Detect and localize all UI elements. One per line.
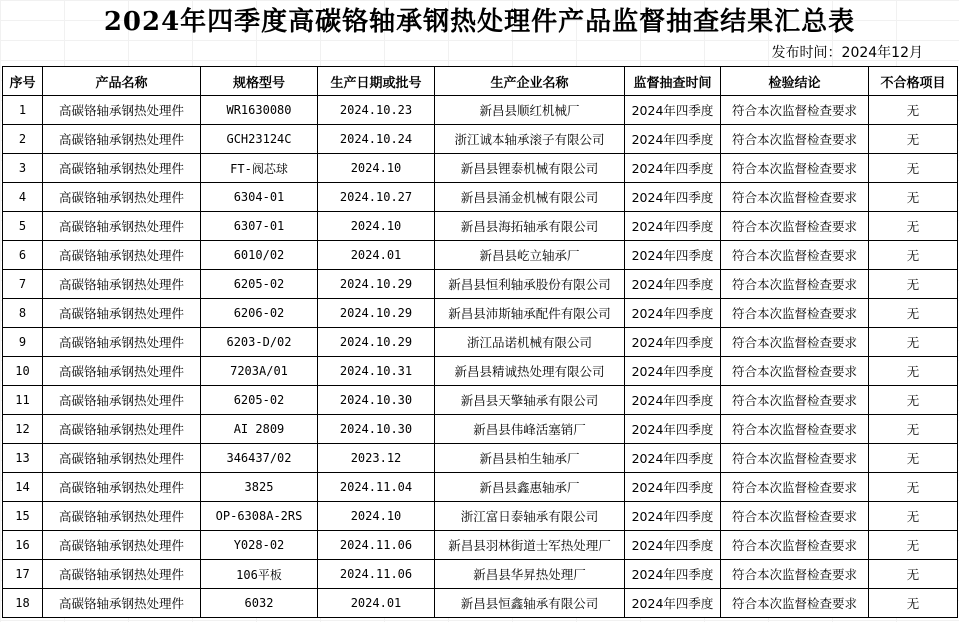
cell-product-name[interactable]: 高碳铬轴承钢热处理件 [43, 357, 201, 386]
table-row [3, 183, 958, 212]
header-product-name[interactable]: 产品名称 [43, 67, 201, 96]
cell-batch[interactable]: 2024.10.30 [318, 386, 435, 415]
cell-nonconforming[interactable]: 无 [869, 125, 958, 154]
cell-conclusion[interactable]: 符合本次监督检查要求 [721, 212, 869, 241]
cell-nonconforming[interactable]: 无 [869, 212, 958, 241]
cell-conclusion[interactable]: 符合本次监督检查要求 [721, 560, 869, 589]
cell-batch[interactable]: 2024.11.06 [318, 560, 435, 589]
cell-company[interactable]: 新昌县羽林街道士军热处理厂 [435, 531, 625, 560]
cell-inspection-time[interactable]: 2024年四季度 [625, 154, 721, 183]
cell-conclusion[interactable]: 符合本次监督检查要求 [721, 270, 869, 299]
cell-conclusion[interactable]: 符合本次监督检查要求 [721, 299, 869, 328]
cell-company[interactable]: 新昌县华昇热处理厂 [435, 560, 625, 589]
results-table [2, 66, 958, 618]
cell-model[interactable]: 6032 [201, 589, 318, 618]
cell-nonconforming[interactable]: 无 [869, 299, 958, 328]
cell-nonconforming[interactable]: 无 [869, 270, 958, 299]
table-row [3, 299, 958, 328]
cell-index[interactable]: 15 [3, 502, 43, 531]
cell-company[interactable]: 新昌县柏生轴承厂 [435, 444, 625, 473]
cell-model[interactable]: FT-阀芯球 [201, 154, 318, 183]
cell-index[interactable]: 2 [3, 125, 43, 154]
cell-nonconforming[interactable]: 无 [869, 502, 958, 531]
cell-product-name[interactable]: 高碳铬轴承钢热处理件 [43, 96, 201, 125]
cell-conclusion[interactable]: 符合本次监督检查要求 [721, 96, 869, 125]
cell-index[interactable]: 6 [3, 241, 43, 270]
page-title: 2024年四季度高碳铬轴承钢热处理件产品监督抽查结果汇总表 [103, 7, 856, 37]
cell-conclusion[interactable]: 符合本次监督检查要求 [721, 125, 869, 154]
header-nonconforming[interactable]: 不合格项目 [869, 67, 958, 96]
cell-company[interactable]: 新昌县屹立轴承厂 [435, 241, 625, 270]
cell-nonconforming[interactable]: 无 [869, 241, 958, 270]
cell-conclusion[interactable]: 符合本次监督检查要求 [721, 531, 869, 560]
cell-inspection-time[interactable]: 2024年四季度 [625, 415, 721, 444]
cell-nonconforming[interactable]: 无 [869, 96, 958, 125]
cell-nonconforming[interactable]: 无 [869, 386, 958, 415]
cell-model[interactable]: WR1630080 [201, 96, 318, 125]
cell-batch[interactable]: 2024.10.30 [318, 415, 435, 444]
cell-batch[interactable]: 2024.10 [318, 154, 435, 183]
cell-product-name[interactable]: 高碳铬轴承钢热处理件 [43, 328, 201, 357]
cell-inspection-time[interactable]: 2024年四季度 [625, 502, 721, 531]
table-header-row [3, 67, 958, 96]
cell-company[interactable]: 新昌县恒利轴承股份有限公司 [435, 270, 625, 299]
table-row [3, 531, 958, 560]
table-row [3, 212, 958, 241]
cell-inspection-time[interactable]: 2024年四季度 [625, 473, 721, 502]
cell-model[interactable]: 3825 [201, 473, 318, 502]
table-row [3, 357, 958, 386]
cell-inspection-time[interactable]: 2024年四季度 [625, 589, 721, 618]
header-model[interactable]: 规格型号 [201, 67, 318, 96]
cell-index[interactable]: 7 [3, 270, 43, 299]
cell-product-name[interactable]: 高碳铬轴承钢热处理件 [43, 270, 201, 299]
cell-batch[interactable]: 2024.10.29 [318, 328, 435, 357]
cell-index[interactable]: 18 [3, 589, 43, 618]
cell-company[interactable]: 新昌县锂泰机械有限公司 [435, 154, 625, 183]
cell-model[interactable]: 6307-01 [201, 212, 318, 241]
cell-batch[interactable]: 2024.11.06 [318, 531, 435, 560]
cell-product-name[interactable]: 高碳铬轴承钢热处理件 [43, 154, 201, 183]
cell-index[interactable]: 4 [3, 183, 43, 212]
table-row [3, 328, 958, 357]
cell-inspection-time[interactable]: 2024年四季度 [625, 183, 721, 212]
cell-nonconforming[interactable]: 无 [869, 444, 958, 473]
cell-inspection-time[interactable]: 2024年四季度 [625, 125, 721, 154]
cell-inspection-time[interactable]: 2024年四季度 [625, 299, 721, 328]
cell-index[interactable]: 14 [3, 473, 43, 502]
cell-product-name[interactable]: 高碳铬轴承钢热处理件 [43, 183, 201, 212]
cell-inspection-time[interactable]: 2024年四季度 [625, 444, 721, 473]
cell-batch[interactable]: 2024.01 [318, 589, 435, 618]
cell-inspection-time[interactable]: 2024年四季度 [625, 328, 721, 357]
table-row [3, 560, 958, 589]
publish-date: 发布时间：2024年12月 [771, 45, 923, 61]
table-row [3, 444, 958, 473]
cell-batch[interactable]: 2024.10.31 [318, 357, 435, 386]
cell-company[interactable]: 新昌县伟峰活塞销厂 [435, 415, 625, 444]
cell-inspection-time[interactable]: 2024年四季度 [625, 531, 721, 560]
cell-index[interactable]: 11 [3, 386, 43, 415]
cell-inspection-time[interactable]: 2024年四季度 [625, 357, 721, 386]
cell-inspection-time[interactable]: 2024年四季度 [625, 560, 721, 589]
cell-index[interactable]: 9 [3, 328, 43, 357]
cell-batch[interactable]: 2024.11.04 [318, 473, 435, 502]
cell-inspection-time[interactable]: 2024年四季度 [625, 212, 721, 241]
cell-inspection-time[interactable]: 2024年四季度 [625, 386, 721, 415]
cell-company[interactable]: 浙江富日泰轴承有限公司 [435, 502, 625, 531]
cell-batch[interactable]: 2024.10.24 [318, 125, 435, 154]
cell-conclusion[interactable]: 符合本次监督检查要求 [721, 328, 869, 357]
cell-model[interactable]: AI 2809 [201, 415, 318, 444]
cell-model[interactable]: 6010/02 [201, 241, 318, 270]
cell-company[interactable]: 新昌县沛斯轴承配件有限公司 [435, 299, 625, 328]
cell-product-name[interactable]: 高碳铬轴承钢热处理件 [43, 125, 201, 154]
cell-model[interactable]: 6304-01 [201, 183, 318, 212]
cell-conclusion[interactable]: 符合本次监督检查要求 [721, 502, 869, 531]
cell-product-name[interactable]: 高碳铬轴承钢热处理件 [43, 299, 201, 328]
cell-index[interactable]: 1 [3, 96, 43, 125]
header-inspection-time[interactable]: 监督抽查时间 [625, 67, 721, 96]
cell-model[interactable]: OP-6308A-2RS [201, 502, 318, 531]
cell-company[interactable]: 新昌县鑫惠轴承厂 [435, 473, 625, 502]
cell-batch[interactable]: 2024.10.29 [318, 299, 435, 328]
cell-nonconforming[interactable]: 无 [869, 473, 958, 502]
cell-model[interactable]: 106平板 [201, 560, 318, 589]
cell-product-name[interactable]: 高碳铬轴承钢热处理件 [43, 415, 201, 444]
cell-company[interactable]: 新昌县天擎轴承有限公司 [435, 386, 625, 415]
header-batch[interactable]: 生产日期或批号 [318, 67, 435, 96]
cell-product-name[interactable]: 高碳铬轴承钢热处理件 [43, 386, 201, 415]
cell-product-name[interactable]: 高碳铬轴承钢热处理件 [43, 241, 201, 270]
cell-model[interactable]: Y028-02 [201, 531, 318, 560]
cell-conclusion[interactable]: 符合本次监督检查要求 [721, 386, 869, 415]
cell-conclusion[interactable]: 符合本次监督检查要求 [721, 415, 869, 444]
cell-index[interactable]: 8 [3, 299, 43, 328]
cell-product-name[interactable]: 高碳铬轴承钢热处理件 [43, 473, 201, 502]
cell-batch[interactable]: 2024.10 [318, 212, 435, 241]
cell-model[interactable]: 6203-D/02 [201, 328, 318, 357]
cell-batch[interactable]: 2024.01 [318, 241, 435, 270]
header-company[interactable]: 生产企业名称 [435, 67, 625, 96]
table-row [3, 386, 958, 415]
cell-conclusion[interactable]: 符合本次监督检查要求 [721, 183, 869, 212]
cell-nonconforming[interactable]: 无 [869, 357, 958, 386]
cell-product-name[interactable]: 高碳铬轴承钢热处理件 [43, 212, 201, 241]
cell-conclusion[interactable]: 符合本次监督检查要求 [721, 241, 869, 270]
cell-model[interactable]: 346437/02 [201, 444, 318, 473]
cell-nonconforming[interactable]: 无 [869, 415, 958, 444]
cell-company[interactable]: 浙江诚本轴承滚子有限公司 [435, 125, 625, 154]
cell-index[interactable]: 5 [3, 212, 43, 241]
cell-company[interactable]: 浙江品诺机械有限公司 [435, 328, 625, 357]
cell-conclusion[interactable]: 符合本次监督检查要求 [721, 357, 869, 386]
cell-conclusion[interactable]: 符合本次监督检查要求 [721, 154, 869, 183]
cell-index[interactable]: 10 [3, 357, 43, 386]
table-body [3, 96, 958, 618]
cell-model[interactable]: 7203A/01 [201, 357, 318, 386]
cell-model[interactable]: 6205-02 [201, 270, 318, 299]
cell-product-name[interactable]: 高碳铬轴承钢热处理件 [43, 444, 201, 473]
cell-nonconforming[interactable]: 无 [869, 328, 958, 357]
cell-product-name[interactable]: 高碳铬轴承钢热处理件 [43, 560, 201, 589]
cell-model[interactable]: GCH23124C [201, 125, 318, 154]
cell-company[interactable]: 新昌县海拓轴承有限公司 [435, 212, 625, 241]
cell-company[interactable]: 新昌县精诚热处理有限公司 [435, 357, 625, 386]
cell-product-name[interactable]: 高碳铬轴承钢热处理件 [43, 502, 201, 531]
cell-index[interactable]: 16 [3, 531, 43, 560]
cell-conclusion[interactable]: 符合本次监督检查要求 [721, 444, 869, 473]
cell-model[interactable]: 6205-02 [201, 386, 318, 415]
table-row [3, 473, 958, 502]
cell-conclusion[interactable]: 符合本次监督检查要求 [721, 473, 869, 502]
cell-index[interactable]: 13 [3, 444, 43, 473]
cell-company[interactable]: 新昌县涌金机械有限公司 [435, 183, 625, 212]
table-row [3, 241, 958, 270]
cell-nonconforming[interactable]: 无 [869, 531, 958, 560]
cell-conclusion[interactable]: 符合本次监督检查要求 [721, 589, 869, 618]
cell-batch[interactable]: 2023.12 [318, 444, 435, 473]
cell-index[interactable]: 12 [3, 415, 43, 444]
cell-batch[interactable]: 2024.10 [318, 502, 435, 531]
cell-nonconforming[interactable]: 无 [869, 183, 958, 212]
cell-inspection-time[interactable]: 2024年四季度 [625, 96, 721, 125]
header-conclusion[interactable]: 检验结论 [721, 67, 869, 96]
cell-company[interactable]: 新昌县顺红机械厂 [435, 96, 625, 125]
cell-inspection-time[interactable]: 2024年四季度 [625, 241, 721, 270]
table-row [3, 502, 958, 531]
table-row [3, 270, 958, 299]
table-row [3, 154, 958, 183]
table-row [3, 589, 958, 618]
cell-batch[interactable]: 2024.10.27 [318, 183, 435, 212]
header-index[interactable]: 序号 [3, 67, 43, 96]
table-row [3, 96, 958, 125]
cell-nonconforming[interactable]: 无 [869, 154, 958, 183]
cell-inspection-time[interactable]: 2024年四季度 [625, 270, 721, 299]
cell-company[interactable]: 新昌县恒鑫轴承有限公司 [435, 589, 625, 618]
cell-batch[interactable]: 2024.10.23 [318, 96, 435, 125]
cell-nonconforming[interactable]: 无 [869, 589, 958, 618]
table-row [3, 125, 958, 154]
cell-index[interactable]: 3 [3, 154, 43, 183]
cell-index[interactable]: 17 [3, 560, 43, 589]
cell-product-name[interactable]: 高碳铬轴承钢热处理件 [43, 589, 201, 618]
cell-batch[interactable]: 2024.10.29 [318, 270, 435, 299]
cell-model[interactable]: 6206-02 [201, 299, 318, 328]
cell-product-name[interactable]: 高碳铬轴承钢热处理件 [43, 531, 201, 560]
cell-nonconforming[interactable]: 无 [869, 560, 958, 589]
table-row [3, 415, 958, 444]
